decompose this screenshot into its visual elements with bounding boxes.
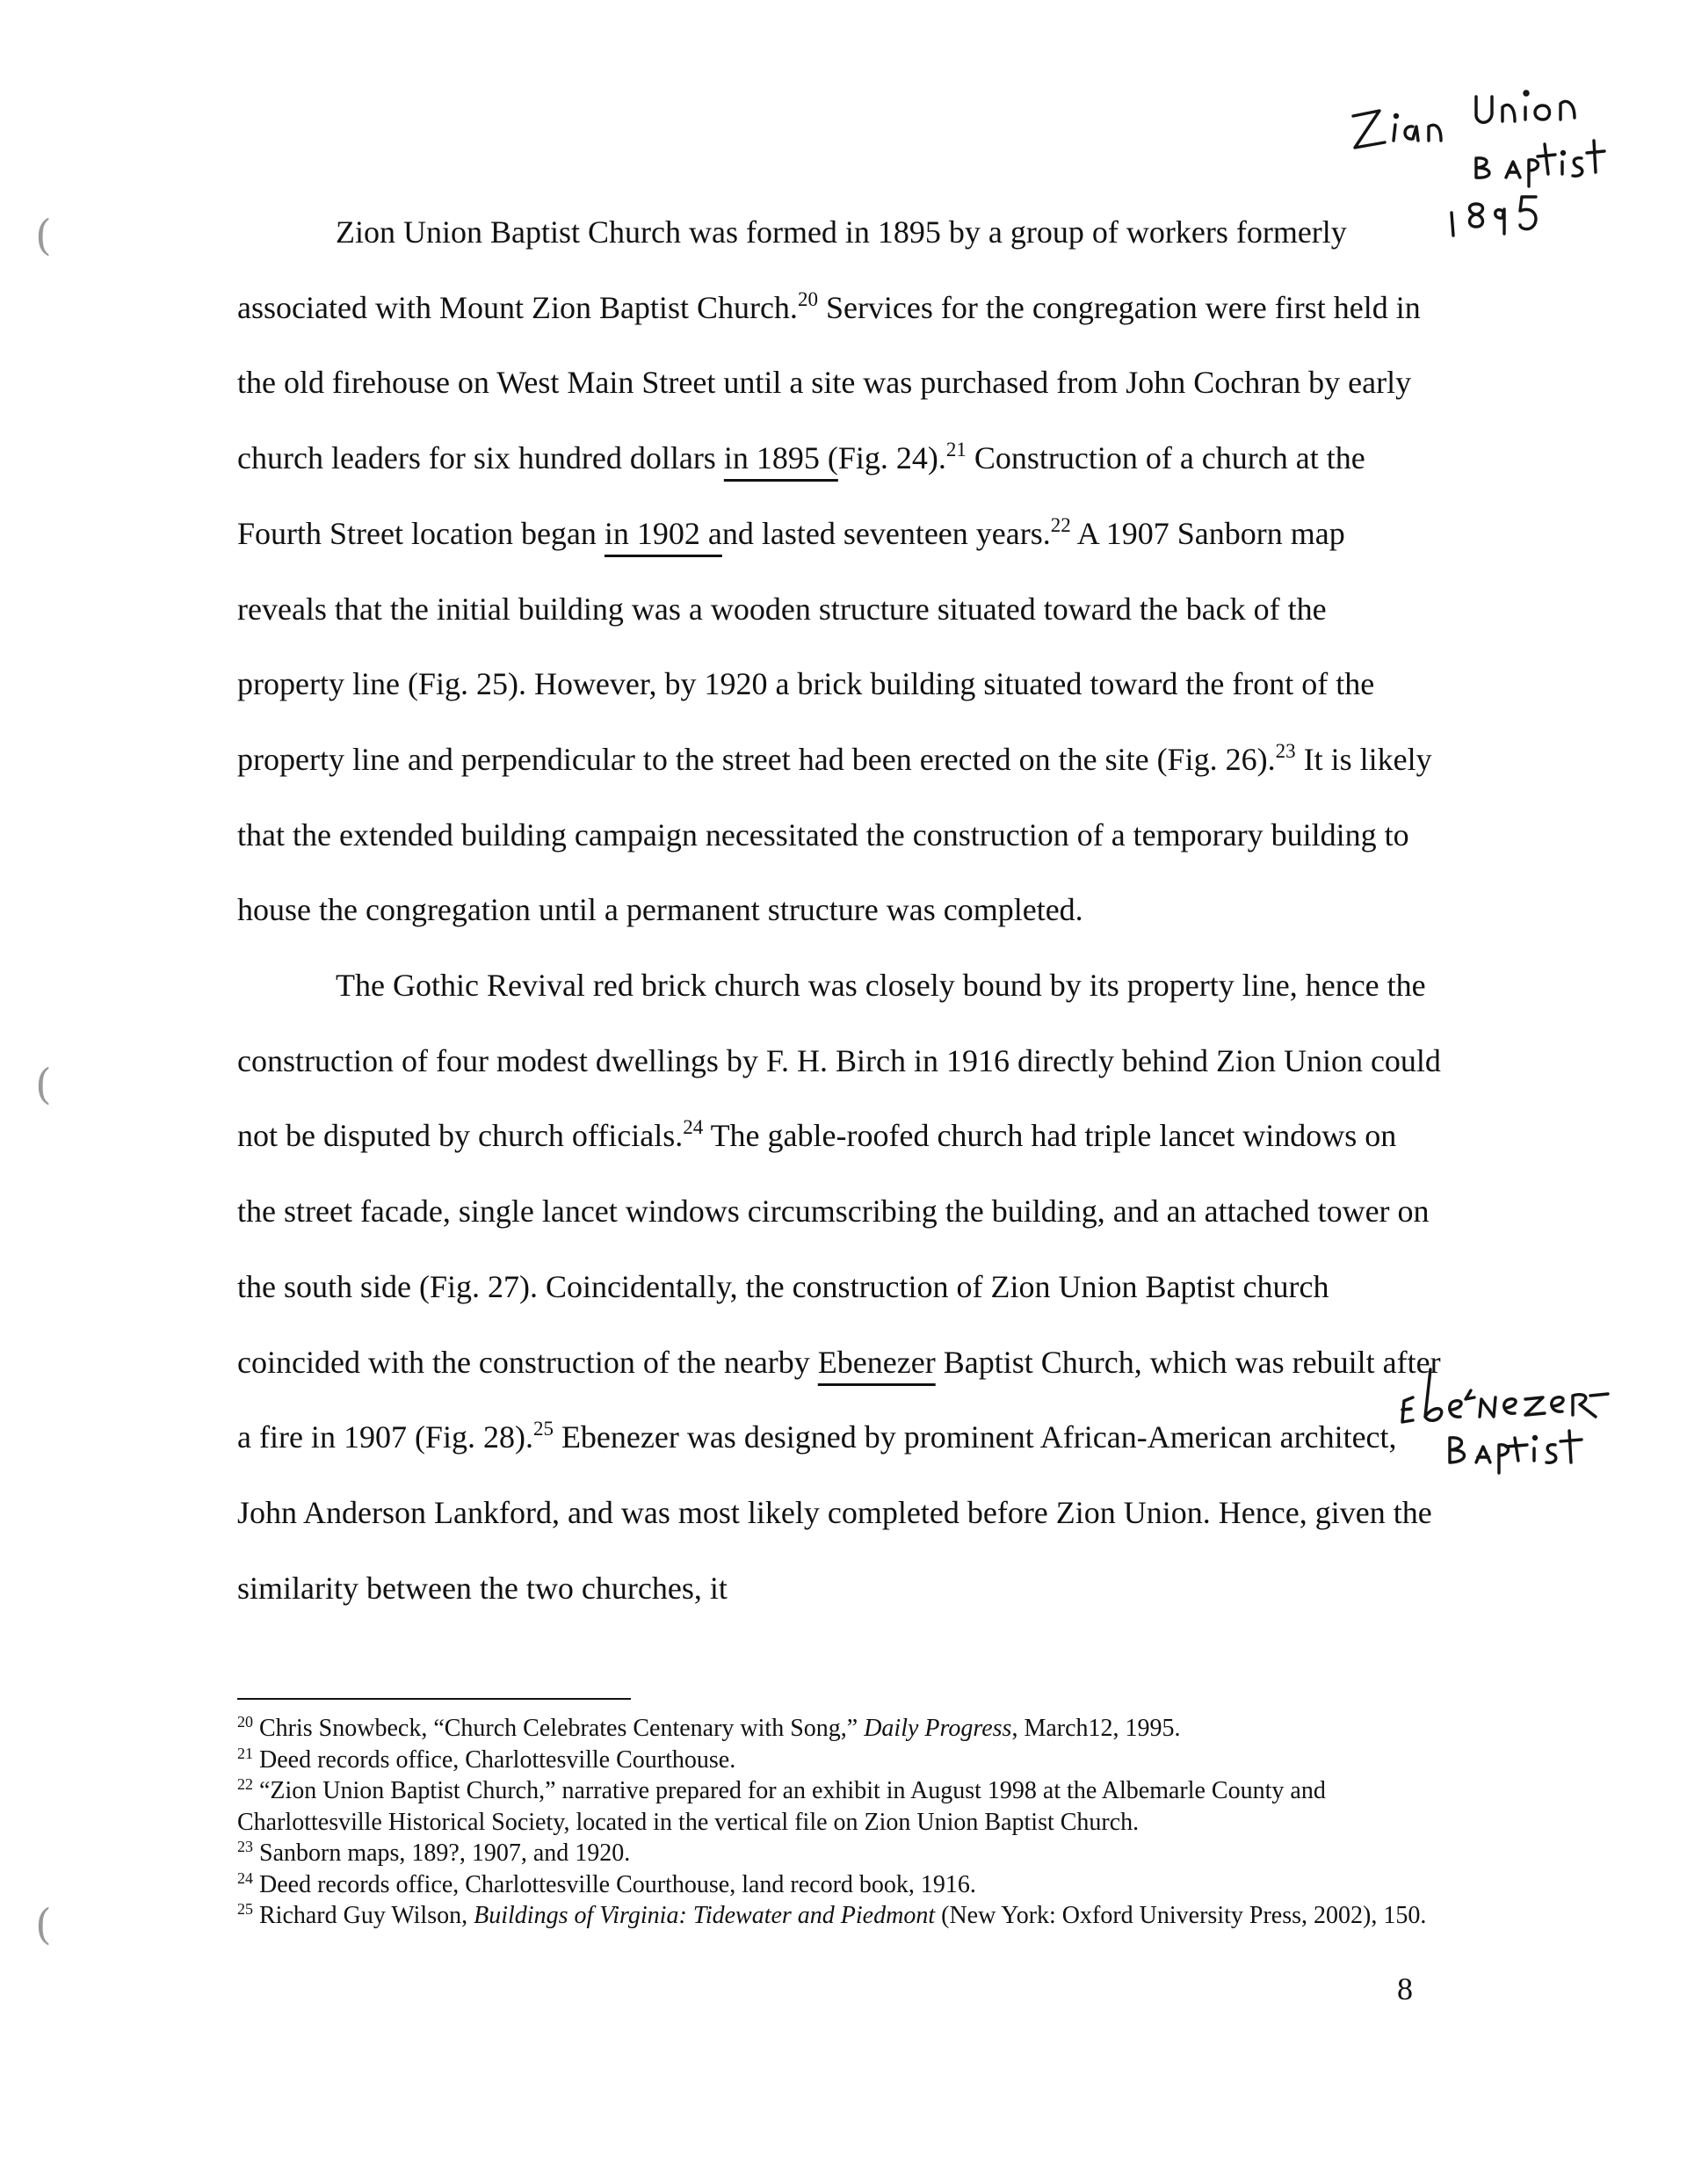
underlined-text: in 1895 ( [723, 440, 838, 476]
footnote-23: $^{23}$ Sanborn maps, 189?, 1907, and 1920. [237, 1838, 631, 1867]
footnote-ref-23: 23 [1275, 739, 1296, 762]
body-text [237, 195, 1441, 1626]
footnote-20: $^{20}$ Chris Snowbeck, “Church Celebrates Centenary with Song,” Daily Progress, March12, 1995. [237, 1713, 1181, 1742]
underlined-text: Ebenezer [817, 1344, 936, 1380]
footnote-ref-22: 22 [1050, 513, 1071, 536]
underlined-text: in 1902 a [604, 515, 722, 551]
handwritten-annotation [1397, 1353, 1661, 1485]
footnote-ref-25: 25 [532, 1418, 554, 1440]
footnote-ref-20: 20 [797, 287, 818, 310]
paragraph-1: Zion Union Baptist Church was formed in 1895 by a group of workers formerly associated with Mount Zion Baptist Church.$^{20}$ Services for the congregation were first held in the old firehouse on West Main Street until a site was purchased from John Cochran by early church leaders for six hundred dollars in 1895 (Fig. 24).$^{21}$ Construction of a church at the Fourth Street location began in 1902 and lasted seventeen years.$^{22}$ A 1907 Sanborn map reveals that the initial building was a wooden structure situated toward the back of the property line (Fig. 25). However, by 1920 a brick building situated toward the front of the property line and perpendicular to the street had been erected on the site (Fig. 26).$^{23}$ It is likely that the extended building campaign necessitated the construction of a temporary building to house the congregation until a permanent structure was completed. [237, 214, 1432, 928]
margin-mark: ( [35, 1900, 52, 1949]
footnote-25: $^{25}$ Richard Guy Wilson, Buildings of Virginia: Tidewater and Piedmont (New York: Oxford University Press, 2002), 150. [237, 1900, 1427, 1929]
footnote-separator [237, 1698, 631, 1700]
footnote-21: $^{21}$ Deed records office, Charlottesville Courthouse. [237, 1744, 736, 1774]
paragraph-2: The Gothic Revival red brick church was closely bound by its property line, hence the construction of four modest dwellings by F. H. Birch in 1916 directly behind Zion Union could not be disputed by church officials.$^{24}$ The gable-roofed church had triple lancet windows on the street facade, single lancet windows circumscribing the building, and an attached tower on the south side (Fig. 27). Coincidentally, the construction of Zion Union Baptist church coincided with the construction of the nearby Ebenezer Baptist Church, which was rebuilt after a fire in 1907 (Fig. 28).$^{25}$ Ebenezer was designed by prominent African-American architect, John Anderson Lankford, and was most likely completed before Zion Union. Hence, given the similarity between the two churches, it [237, 968, 1441, 1606]
footnote-24: $^{24}$ Deed records office, Charlottesville Courthouse, land record book, 1916. [237, 1868, 976, 1898]
handwritten-annotation [1318, 53, 1634, 237]
margin-mark: ( [35, 1060, 52, 1109]
page-number: 8 [1397, 1971, 1413, 2006]
footnotes [237, 1713, 1441, 1932]
margin-mark: ( [35, 211, 52, 260]
footnote-ref-24: 24 [683, 1116, 704, 1139]
footnote-ref-21: 21 [945, 439, 967, 461]
footnote-22: $^{22}$ “Zion Union Baptist Church,” narrative prepared for an exhibit in August 1998 at the Albemarle County and Charlottesville Historical Society, located in the vertical file on Zion Union Baptist Church. [237, 1775, 1326, 1836]
